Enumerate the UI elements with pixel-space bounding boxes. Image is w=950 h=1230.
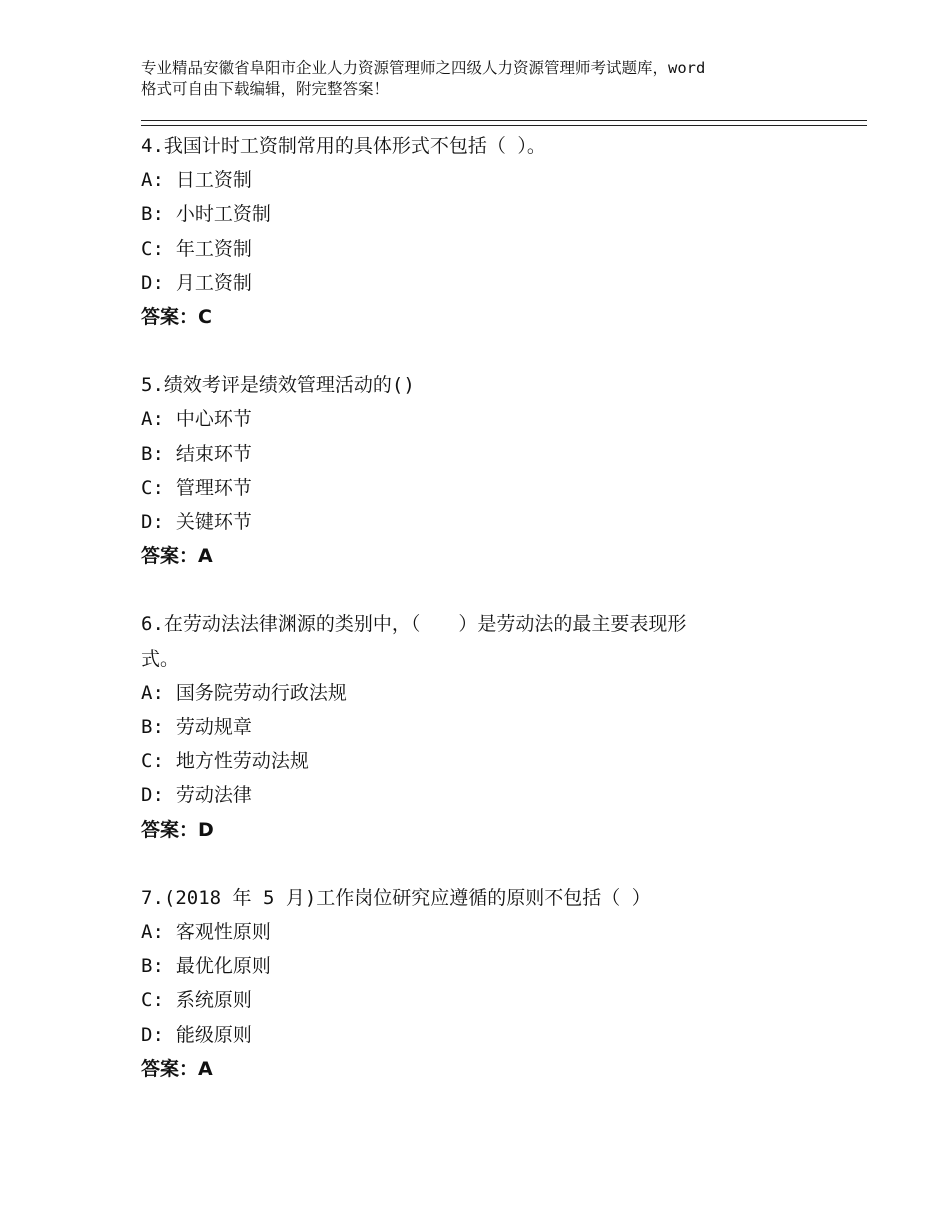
option-row: [141, 983, 841, 1017]
option-letter: D:: [141, 1023, 164, 1046]
question-block: [141, 881, 841, 1086]
option-text: 结束环节: [175, 442, 252, 465]
option-letter: B:: [141, 955, 164, 978]
question-stem: 5.绩效考评是绩效管理活动的(): [141, 374, 415, 397]
option-row: [141, 266, 841, 300]
option-row: [141, 505, 841, 539]
option-text: 国务院劳动行政法规: [175, 681, 347, 704]
question-list: [141, 129, 841, 1120]
option-text: 小时工资制: [175, 203, 271, 226]
option-letter: D:: [141, 271, 164, 294]
option-text: 月工资制: [175, 271, 252, 294]
option-row: [141, 402, 841, 436]
option-letter: D:: [141, 511, 164, 534]
option-letter: B:: [141, 203, 164, 226]
option-text: 劳动规章: [175, 716, 252, 739]
option-letter: A:: [141, 681, 164, 704]
option-row: [141, 1018, 841, 1052]
option-text: 中心环节: [175, 408, 252, 431]
question-stem: 式。: [141, 647, 180, 670]
option-text: 关键环节: [175, 511, 252, 534]
option-row: [141, 915, 841, 949]
option-row: [141, 744, 841, 778]
option-text: 地方性劳动法规: [175, 750, 309, 773]
option-row: [141, 778, 841, 812]
option-row: [141, 197, 841, 231]
option-row: [141, 437, 841, 471]
answer-line: 答案：A: [141, 545, 213, 568]
option-text: 系统原则: [175, 989, 252, 1012]
header-title-line-2: 格式可自由下载编辑，附完整答案！: [141, 80, 390, 98]
question-block: [141, 129, 841, 334]
option-row: [141, 949, 841, 983]
header-title-line-1: 专业精品安徽省阜阳市企业人力资源管理师之四级人力资源管理师考试题库，word: [141, 59, 706, 77]
option-text: 管理环节: [175, 476, 252, 499]
option-text: 劳动法律: [175, 784, 252, 807]
option-text: 日工资制: [175, 169, 252, 192]
option-letter: A:: [141, 169, 164, 192]
option-letter: B:: [141, 716, 164, 739]
question-block: [141, 607, 841, 846]
option-text: 最优化原则: [175, 955, 271, 978]
answer-line: 答案：C: [141, 306, 212, 329]
option-letter: C:: [141, 750, 164, 773]
option-letter: C:: [141, 237, 164, 260]
option-letter: D:: [141, 784, 164, 807]
option-row: [141, 710, 841, 744]
option-text: 能级原则: [175, 1023, 252, 1046]
option-row: [141, 232, 841, 266]
option-letter: B:: [141, 442, 164, 465]
question-stem: 7.(2018 年 5 月)工作岗位研究应遵循的原则不包括（ ）: [141, 886, 651, 909]
option-letter: C:: [141, 989, 164, 1012]
option-letter: A:: [141, 921, 164, 944]
option-row: [141, 676, 841, 710]
option-row: [141, 163, 841, 197]
header-divider: [141, 120, 867, 126]
option-text: 客观性原则: [175, 921, 271, 944]
document-header: [141, 58, 841, 100]
answer-line: 答案：A: [141, 1057, 213, 1080]
option-row: [141, 471, 841, 505]
question-stem: 4.我国计时工资制常用的具体形式不包括（ ）。: [141, 135, 546, 157]
question-stem: 6.在劳动法法律渊源的类别中，（ ）是劳动法的最主要表现形: [141, 613, 687, 636]
option-letter: A:: [141, 408, 164, 431]
option-text: 年工资制: [175, 237, 252, 260]
answer-line: 答案：D: [141, 818, 214, 841]
question-block: [141, 368, 841, 573]
option-letter: C:: [141, 476, 164, 499]
